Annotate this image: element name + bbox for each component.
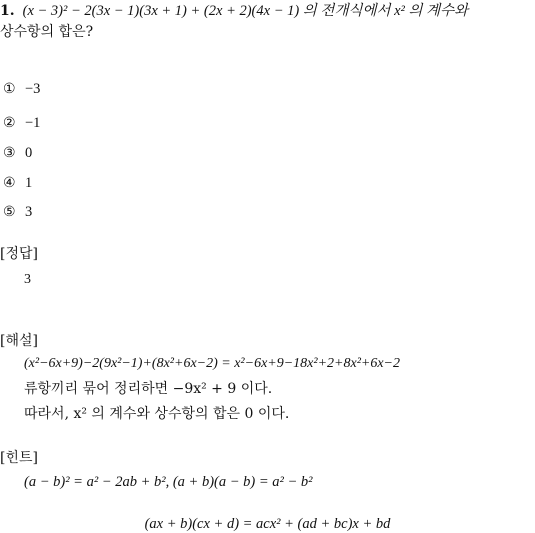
choice-1[interactable] xyxy=(3,80,40,98)
question-number: 1. xyxy=(0,3,15,19)
choice-4[interactable] xyxy=(3,174,32,192)
hint-line-1: (a − b)² = a² − 2ab + b², (a + b)(a − b) = a² − b² xyxy=(24,474,313,490)
question-line-1 xyxy=(0,2,468,20)
choice-marker: ② xyxy=(3,115,16,131)
hint-formula: (ax + b)(cx + d) = acx² + (ad + bc)x + bd xyxy=(144,516,391,532)
choice-value: −1 xyxy=(25,115,41,131)
choice-marker: ① xyxy=(3,81,16,97)
explanation-line-3: 따라서, x² 의 계수와 상수항의 합은 0 이다. xyxy=(24,406,290,422)
explanation-line-1: (x²−6x+9)−2(9x²−1)+(8x²+6x−2) = x²−6x+9−18x²+2+8x²+6x−2 xyxy=(24,356,401,371)
answer-heading: [정답] xyxy=(0,246,38,262)
choice-value: −3 xyxy=(25,81,41,97)
choice-5[interactable] xyxy=(3,203,32,221)
choice-value: 3 xyxy=(25,204,33,220)
choice-marker: ⑤ xyxy=(3,204,16,220)
choice-value: 0 xyxy=(25,145,33,161)
choice-marker: ④ xyxy=(3,175,16,191)
explanation-heading: [해설] xyxy=(0,333,38,349)
question-line-2: 상수항의 합은? xyxy=(0,24,94,40)
question-text: (x − 3)² − 2(3x − 1)(3x + 1) + (2x + 2)(4x − 1) 의 전개식에서 x² 의 계수와 xyxy=(22,3,469,19)
choice-3[interactable] xyxy=(3,144,32,162)
explanation-line-2: 류항끼리 묶어 정리하면 −9x² + 9 이다. xyxy=(24,381,273,397)
answer-value: 3 xyxy=(24,272,31,287)
choice-2[interactable] xyxy=(3,114,40,132)
choice-marker: ③ xyxy=(3,145,16,161)
hint-heading: [힌트] xyxy=(0,450,38,466)
choice-value: 1 xyxy=(25,175,33,191)
